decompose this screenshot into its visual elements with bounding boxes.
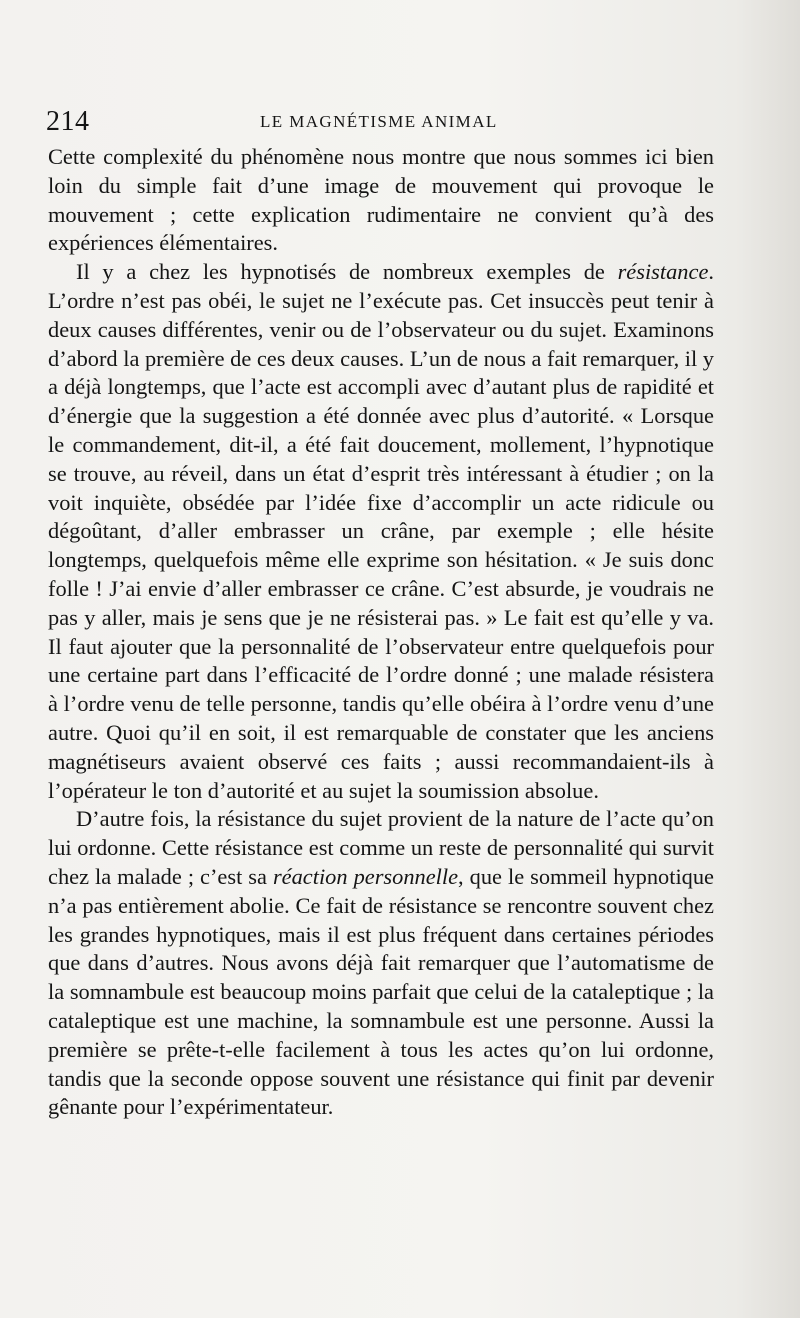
page-number: 214 <box>46 106 90 137</box>
paragraph-3-text-2: , que le sommeil hypnotique n’a pas entièrement abolie. Ce fait de résistance se rencontre souvent chez les grandes hypnotiques, mais il est plus fréquent dans certaines périodes que dans d’autres. Nous avons déjà fait remarquer que l’automatisme de la somnambule est beaucoup moins parfait que celui de la cataleptique ; la cataleptique est une machine, la somnambule est une personne. Aussi la première se prête-t-elle facilement à tous les actes qu’on lui ordonne, tandis que la seconde oppose souvent une résistance qui finit par devenir gênante pour l’expérimentateur. <box>48 863 714 1120</box>
paragraph-3 <box>48 805 714 1122</box>
page-header <box>46 104 712 140</box>
running-title: LE MAGNÉTISME ANIMAL <box>260 112 498 131</box>
paragraph-3-text-1: D’autre fois, la résistance du sujet provient de la nature de l’acte qu’on lui ordonne. Cette résistance est comme un reste de personnalité qui survit chez la malade ; c’est sa <box>48 806 714 889</box>
paragraph-2-text-2: . L’ordre n’est pas obéi, le sujet ne l’exécute pas. Cet insuccès peut tenir à deux causes différentes, venir ou de l’observateur ou du sujet. Examinons d’abord la première de ces deux causes. L’un de nous a fait remarquer, il y a déjà longtemps, que l’acte est accompli avec d’autant plus de rapidité et d’énergie que la suggestion a été donnée avec plus d’autorité. « Lorsque le commandement, dit-il, a été fait doucement, mollement, l’hypnotique se trouve, au réveil, dans un état d’esprit très intéressant à étudier ; on la voit inquiète, obsédée par l’idée fixe d’accomplir un acte ridicule ou dégoûtant, d’aller embrasser un crâne, par exemple ; elle hésite longtemps, quelquefois même elle exprime son hésitation. « Je suis donc folle ! J’ai envie d’aller embrasser ce crâne. C’est absurde, je voudrais ne pas y aller, mais je sens que je ne résisterai pas. » Le fait est qu’elle y va. Il faut ajouter que la personnalité de l’observateur entre quelquefois pour une certaine part dans l’efficacité de l’ordre donné ; une malade résistera à l’ordre venu de telle personne, tandis qu’elle obéira à l’ordre venu d’une autre. Quoi qu’il en soit, il est remarquable de constater que les anciens magnétiseurs avaient observé ces faits ; aussi recommandaient-ils à l’opérateur le ton d’autorité et au sujet la soumission absolue. <box>48 259 714 803</box>
paragraph-2-italic-term: résistance <box>617 259 709 285</box>
paragraph-3-italic-term: réaction personnelle <box>272 863 459 889</box>
paragraph-1 <box>48 143 714 258</box>
body-text <box>48 143 714 1122</box>
paragraph-2-text-1: Il y a chez les hypnotisés de nombreux exemples de <box>76 259 618 285</box>
paragraph-2 <box>48 258 714 805</box>
paragraph-1-text: Cette complexité du phénomène nous montre que nous sommes ici bien loin du simple fait d’une image de mouvement qui provoque le mouvement ; cette explication rudimentaire ne convient qu’à des expériences élémentaires. <box>48 144 714 256</box>
